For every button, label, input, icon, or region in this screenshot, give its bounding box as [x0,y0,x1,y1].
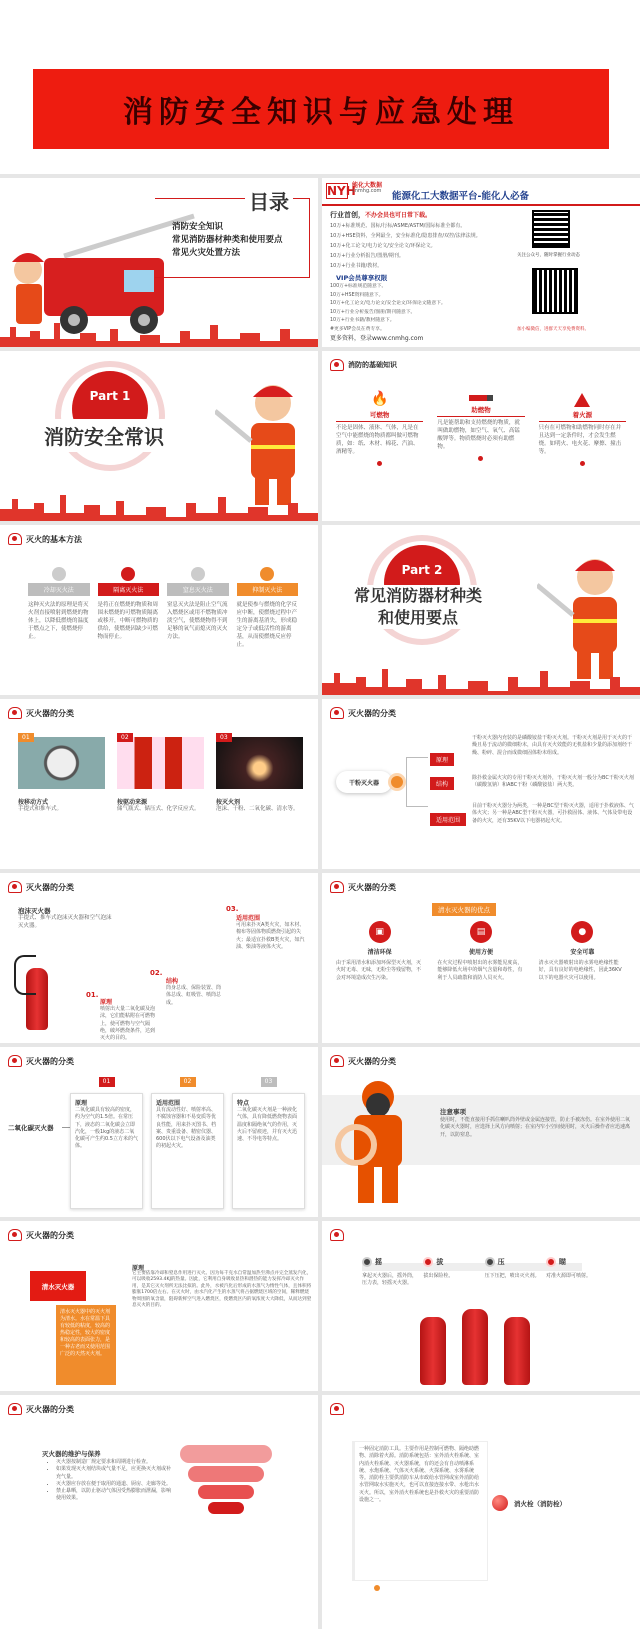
precaution-slide [322,1047,640,1217]
card-text: 手提式和推车式。 [18,806,63,812]
slide-header [330,359,397,371]
city-skyline [322,667,640,695]
card-image-extinguishers [117,734,204,789]
powder-dot [388,773,406,791]
vip-lines: 100万+标准规范随意下。 10万+HSE资料随意下。 10万+化工论文/电力论文/安全论文/环保论文随意下。 10万+行业分析报告/图册/期刊随意下。 10万+行业书籍/教材随意下。 #更多VIP会员在费专享。 [330,284,446,332]
extinguisher-illustration [504,1317,530,1385]
classify-cards [18,734,303,814]
clipboard-icon: ▤ [470,921,492,943]
co2-side-label: 二氧化碳灭火器 [8,1124,54,1132]
co2-slide [0,1047,318,1217]
qr-caption-1: 关注公众号，随时掌握行业动态 [517,253,580,258]
slide-header [330,1403,344,1415]
card-text: 泡沫、干粉、二氧化碳、清水等。 [216,806,299,812]
co2-card: 特点 二氧化碳灭火剂是一种液化气体，具有降低燃烧物表面温度和隔绝氧气的作用，灭火后不留痕迹，并有灭火迅速、不导电等特点。 [232,1093,305,1209]
step: 瞄 对准火源即可喷射。 [545,1258,591,1279]
slide-header [8,881,74,893]
foam-num-3: 03. [226,905,239,913]
slide-header [8,707,74,719]
classify-card [117,734,204,814]
slide-title: 灭火器的分类 [26,1056,74,1066]
slide-title: 灭火器的分类 [348,882,396,892]
slide-header [330,707,396,719]
print-icon: ▣ [369,921,391,943]
toc-slide [0,178,318,347]
card-number: 02 [117,733,133,742]
step: 压 压下压把，喷出灭火剂。 [484,1258,540,1279]
firefighter-illustration [537,545,637,685]
basics-col-text: 凡是能帮助和支持燃烧的物质，就叫做助燃物，如空气、氧气、高锰酸钾等。物质燃烧时必须有助燃物。 [437,420,520,450]
orange-dot [374,1585,380,1591]
part1-slide [0,351,318,521]
promo-top-bar [322,204,640,206]
hydrant-slide [322,1395,640,1629]
methods-row [28,567,298,650]
maint-list: • 灭火器按制造厂规定要求和周期进行检查。 • 如果发现灭火剂结块或气量不足，应更换灭火剂或补充气量。 • 灭火器应存放在便于取用的通道、厨房、走廊等处。 • 禁止暴晒，以防止驱动气体因受热膨胀而泄漏，影响使用效果。 [50,1459,175,1503]
fire-119-icon [8,881,22,893]
slide-title: 消防的基础知识 [348,361,397,369]
slide-header [330,1055,396,1067]
method-name: 窒息灭火法 [167,583,229,596]
basics-col [437,391,524,470]
city-skyline [0,319,318,347]
powder-center: 干粉灭火器 [336,771,392,793]
fire-119-icon [8,707,22,719]
basics-col [336,391,423,470]
promo-logo: NYH 能化大数据 cnmhg.com [327,182,383,198]
slide-header [330,881,396,893]
card-name: 按驱动来源 [117,799,148,806]
main-title: 消防安全知识与应急处理 [123,95,519,130]
part1-badge: Part 1 [72,371,148,447]
basics-columns [336,391,626,470]
extinguisher-illustration [420,1317,446,1385]
co2-columns [70,1077,305,1209]
toc-item[interactable]: 常见消防器材种类和使用要点 [172,235,283,245]
precaution-heading: 注意事项 [440,1108,466,1116]
steps-row [362,1257,602,1288]
step-dot [546,1257,556,1267]
promo-industry: 行业首创，不办会员也可日常下载。 [330,211,432,219]
basics-col-text: 不论是固体、液体、气体，凡是在空气中能燃烧的物质都叫做可燃物质，如：纸、木材、棉花、汽油、酒精等。 [336,425,419,455]
co2-col: 03 特点 二氧化碳灭火剂是一种液化气体，具有降低燃烧物表面温度和隔绝氧气的作用，灭火后不留痕迹，并有灭火迅速、不导电等特点。 [232,1077,305,1209]
adv-name: 清洁环保 [367,949,392,956]
adv-columns [336,921,626,982]
toc-item[interactable]: 常见火灾处置方法 [172,248,241,258]
card-name: 按灭火剂 [216,799,241,806]
powder-text-2: 除扑救金属火灾的专用干粉灭火剂外，干粉灭火剂一般分为BC干粉灭火剂（碳酸氢钠）和ABC干粉（磷酸铵盐）两大类。 [472,775,634,789]
title-slide [0,0,640,174]
promo-slide [322,178,640,347]
foam-num-2: 02. [150,969,163,977]
fire-119-icon [8,1055,22,1067]
step: 拔 拔出保险栓。 [423,1258,454,1279]
precaution-text: 使用时，不能直接用手抓住喇叭筒外壁或金属连接管，防止手被冻伤。在室外使用二氧化碳灭火器时，应选择上风方向喷射；在室内窄小空间使用时，灭火后操作者应迅速离开，以防窒息。 [440,1117,631,1138]
slide-title: 灭火器的分类 [26,1230,74,1240]
adv-name: 安全可靠 [570,949,595,956]
maintenance-slide [0,1395,318,1629]
fire-119-icon [330,1403,344,1415]
powder-branch [406,757,428,807]
method-card [98,567,160,650]
slide-header [8,1403,74,1415]
promo-footer[interactable]: 更多资料，登录www.cnmhg.com [330,335,424,342]
basics-col-name: 可燃物 [336,410,423,422]
usage-slide [322,1221,640,1391]
powder-text-3: 目前干粉灭火器分为两类，一种是BC型干粉灭火器，适用于扑救液体、气体火灾；另一种是ABC型干粉灭火器，可扑救固体、液体、气体及带电设备的火灾，还有35KV以下电器初起火灾。 [472,803,634,824]
slide-title: 灭火器的分类 [348,708,396,718]
foam-num-1: 01. [86,991,99,999]
fire-119-icon [330,881,344,893]
fire-119-icon [330,1229,344,1241]
fire-119-icon [330,1055,344,1067]
hydrant-label: 消火栓（消防栓） [514,1500,566,1508]
dot-icon [377,461,382,466]
classify-slide-1 [0,699,318,869]
promo-platform: 能源化工大数据平台-能化人必备 [392,191,529,202]
step: 摇 拿起灭火器后，摇外筒，压力表，轻摇灭火器。 [362,1258,418,1287]
firefighter-illustration [215,371,315,511]
warning-icon [574,393,590,407]
promo-lines: 10万+标准规范、国标/行标/ASME/ASTM/国际标准全都有。 10万+HSE资料，全网最全，安全标准化/隐患排查/双控/法律法规。 10万+化工论文/电力论文/安全论文/环保论文。 10万+行业分析报告/图册/期刊。 10万+行业书籍/教材。 [330,223,481,269]
method-text: 是将正在燃烧的物质和周围未燃烧的可燃物质隔离或移开，中断可燃物质的供给，使燃烧因缺少可燃物而停止。 [97,602,159,640]
hydrant-text: 一种固定消防工具。主要作用是控制可燃物、隔绝助燃物、消除着火源。消防系统包括：室外消火栓系统、室内消火栓系统、灭火器系统，有的还会有自动喷淋系统、水炮系统、气体灭火系统、火探系统、水雾系统等。消防栓主要供消防车从市政给水管网或室外消防给水管网取水实施灭火，也可以直接连接水带、水枪出水灭火。所以，室外消火栓系统也是扑救火灾的重要消防设施之一。 [359,1446,480,1503]
adv-name: 使用方便 [468,949,493,956]
slide-header [8,1055,74,1067]
foam-slide [0,873,318,1043]
adv-banner: 清水灭火器的优点 [432,903,496,916]
method-card [167,567,229,650]
funnel-graphic [180,1445,272,1514]
firefighter-gasmask-illustration [328,1069,428,1209]
slide-header [8,533,82,545]
part1-title: 消防安全常识 [40,419,168,452]
classify-slide-2 [322,699,640,869]
co2-col: 02 适用范围 具有流动性好、喷射率高、不腐蚀容器和不易变质等优良性能，用来扑灭图书、档案、贵重设备、精密仪器、600伏以下电气设备及油类的初起火灾。 [151,1077,224,1209]
step-dot [423,1257,433,1267]
method-icon [260,567,274,581]
vip-heading: VIP会员尊享权限 [336,274,388,282]
card-text: 储气瓶式、储压式、化学反应式。 [117,806,200,812]
person-icon: ● [571,921,593,943]
basics-slide [322,351,640,521]
tag-scope: 适用范围 [430,813,466,826]
slide-title: 灭火器的分类 [26,1404,74,1414]
method-name: 冷却灭火法 [28,583,90,596]
water-text: 它主要依靠冷却和窒息作用进行灭火。因为每千克水自常温加热至沸点并完全蒸发汽化，可以吸收2593.4KJ的热量。因此，它利用自身吸收显热和潜热的能力发挥冷却灭火作用，是其它灭火剂所无法比拟的。此外，水被汽化后形成的水蒸气为惰性气体，且体积将膨胀1700倍左右。在灭火时，由水汽化产生的水蒸气将占据燃烧区域的空间，稀释燃烧物周围的氧含量，阻碍新鲜空气进入燃烧区，使燃烧区内的氧浓度大大降低，从而达到窒息灭火的目的。 [132,1271,312,1309]
classify-card [216,734,303,814]
co2-card: 原理 二氧化碳具有较高的密度，约为空气的1.5倍。在常压下，液态的二氧化碳会立即汽化，一般1kg的液态二氧化碳可产生约0.5立方米的气体。 [70,1093,143,1209]
basics-col-text: 只有在可燃物和助燃物同时存在并且达到一定条件时，才会发生燃烧。如明火、电火花、摩擦、撞击等。 [538,425,622,455]
foam-name: 泡沫灭火器 [18,907,51,915]
water-slide [0,1221,318,1391]
classify-card [18,734,105,814]
part2-title: 常见消防器材种类 和使用要点 [350,585,486,629]
hydrant-dot [492,1495,508,1511]
tag-structure: 结构 [430,777,454,790]
toc-item[interactable]: 消防安全知识 [172,222,224,232]
adv-text: 由于采用清水和添加环保型灭火剂，灭火时无毒、无味，无粉尘等残留物，不会对环境造成次生污染。 [336,960,422,981]
title-banner [33,69,609,149]
qr-caption-2: 加小编微信，进群天天享免费资料。 [517,327,589,332]
powder-text-1: 干粉灭火器内充装的是磷酸铵盐干粉灭火剂。干粉灭火剂是用于灭火的干燥且易于流动的微细粉末，由具有灭火效能的无机盐和少量的添加剂经干燥、粉碎、混合而成微细固体粉末组成。 [472,735,633,756]
method-text: 窒息灭火法是阻止空气流入燃烧区或用不燃物质冲淡空气，使燃烧物得不到足够的氧气而熄灭的灭火方法。 [167,602,228,640]
adv-col [539,921,626,982]
adv-text: 清水灭火器喷射出的水雾电绝缘性能好，具有良好的电绝缘性，因此36KV以下的电器火灾可以使用。 [538,960,622,981]
foam-sub: 手提式、推车式泡沫灭火器和空气泡沫灭火器。 [18,915,112,929]
fire-119-icon [330,359,344,371]
slide-title: 灭火器的分类 [26,708,74,718]
method-icon [52,567,66,581]
dot-icon [478,456,483,461]
method-name: 抑制灭火法 [237,583,299,596]
fire-119-icon [8,1229,22,1241]
method-card [28,567,90,650]
city-skyline [0,493,318,521]
method-icon [121,567,135,581]
part2-slide [322,525,640,695]
basics-col [539,391,626,470]
step-dot [485,1257,495,1267]
fire-119-icon [8,533,22,545]
fire-119-icon [8,1403,22,1415]
step-dot [362,1257,372,1267]
slide-title: 灭火器的分类 [348,1056,396,1066]
water-head: 原理 [132,1265,145,1272]
foam-col-2: 结构 筒身总成、保险装置、筒体总成、虹吸管、喷筒总成。 [166,978,222,1006]
method-name: 隔离灭火法 [98,583,160,596]
adv-col [336,921,423,982]
method-text: 这种灭火法的原理是将灭火剂直接喷射到燃烧的物体上，以降低燃烧的温度于燃点之下，使燃烧停止。 [28,602,89,640]
basics-col-name: 助燃物 [437,405,524,417]
qr-code-1[interactable] [532,210,570,248]
foam-col-1: 原理 喷射出大量二氧化碳及泡沫，它们能粘附在可燃物上，使可燃物与空气隔绝，破坏燃烧条件，达到灭火的目的。 [100,999,156,1041]
toc-list [172,221,283,260]
maint-heading: 灭火器的维护与保养 [42,1450,101,1458]
card-image-gauge [18,734,105,789]
card-image-fire [216,734,303,789]
water-label: 清水灭火器 [30,1271,86,1301]
slide-title: 灭火的基本方法 [26,534,82,544]
slide-title: 灭火器的分类 [26,882,74,892]
part2-badge: Part 2 [384,545,460,621]
hydrant-box [352,1441,488,1581]
qr-code-2[interactable] [532,268,578,314]
co2-col: 01 原理 二氧化碳具有较高的密度，约为空气的1.5倍。在常压下，液态的二氧化碳会立即汽化，一般1kg的液态二氧化碳可产生约0.5立方米的气体。 [70,1077,143,1209]
water-adv-slide [322,873,640,1043]
fire-119-icon [330,707,344,719]
water-box: 清水灭火器中的灭火剂为清水。水在常温下具有较低的粘度，较高的热稳定性，较大的密度和较高的表面张力，是一种古老而又使用范围广泛的天然灭火剂。 [56,1305,116,1385]
cigarette-icon [469,395,493,401]
co2-card: 适用范围 具有流动性好、喷射率高、不腐蚀容器和不易变质等优良性能，用来扑灭图书、档案、贵重设备、精密仪器、600伏以下电气设备及油类的初起火灾。 [151,1093,224,1209]
card-name: 按移动方式 [18,799,49,806]
toc-heading: 目录 [245,186,293,215]
tag-principle: 原理 [430,753,454,766]
co2-line [62,1127,70,1128]
basics-col-name: 着火源 [539,410,626,422]
flame-icon: 🔥 [370,391,389,407]
method-text: 就是使参与燃烧的化学反应中断，使燃烧过程中产生的游离基消失，形成稳定分子或低活性的游离基，从而使燃烧反应停止。 [236,602,298,648]
foam-col-3: 适用范围 可用来扑灭A类火灾，如木材、棉布等固体物质燃烧引起的失火；最适宜扑救B类火灾，如汽油、柴油等液体火灾。 [236,915,305,950]
slide-header [8,1229,74,1241]
method-card [237,567,299,650]
adv-col [437,921,524,982]
method-icon [191,567,205,581]
adv-text: 在火灾过程中喷射出的水雾能见度高，能够降低火场中的烟气含量和毒性，有利于人员疏散和消防人员灭火。 [437,960,523,981]
methods-slide [0,525,318,695]
card-number: 01 [18,733,34,742]
dot-icon [580,461,585,466]
slide-header [330,1229,344,1241]
extinguisher-hose [14,955,36,995]
extinguisher-illustration [462,1309,488,1385]
card-number: 03 [216,733,232,742]
